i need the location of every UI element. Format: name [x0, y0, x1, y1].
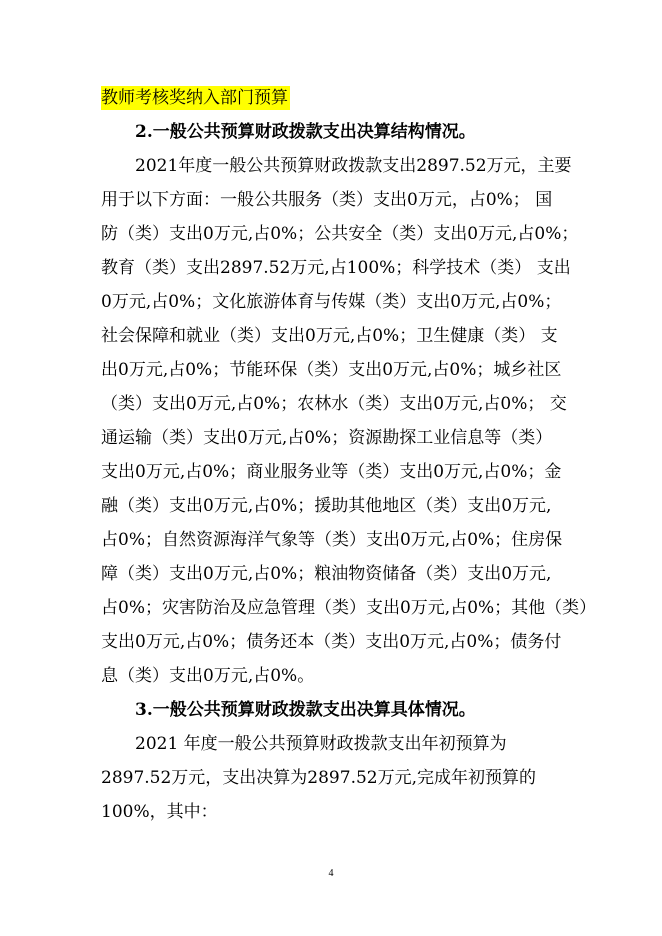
paragraph-line: 占0%；灾害防治及应急管理（类）支出0万元,占0%；其他（类）	[101, 598, 597, 618]
paragraph-line: 防（类）支出0万元,占0%；公共安全（类）支出0万元,占0%；	[101, 224, 579, 244]
section-2-heading: 2.一般公共预算财政拨款支出决算结构情况。	[135, 122, 476, 142]
paragraph-line: 0万元,占0%；文化旅游体育与传媒（类）支出0万元,占0%；	[101, 292, 562, 312]
paragraph-line: 支出0万元,占0%；债务还本（类）支出0万元,占0%；债务付	[101, 632, 562, 652]
paragraph-line: 2021年度一般公共预算财政拨款支出2897.52万元，主要	[135, 156, 572, 176]
paragraph-line: 融（类）支出0万元,占0%；援助其他地区（类）支出0万元,	[101, 496, 552, 516]
paragraph-line: 出0万元,占0%；节能环保（类）支出0万元,占0%；城乡社区	[101, 360, 562, 380]
page-number: 4	[328, 868, 334, 879]
paragraph-line: 教育（类）支出2897.52万元,占100%；科学技术（类） 支出	[101, 258, 571, 278]
highlighted-note: 教师考核奖纳入部门预算	[101, 88, 288, 108]
paragraph-line: 支出0万元,占0%；商业服务业等（类）支出0万元,占0%；金	[101, 462, 562, 482]
paragraph-line: 2897.52万元，支出决算为2897.52万元,完成年初预算的	[101, 768, 537, 788]
paragraph-line: 2021 年度一般公共预算财政拨款支出年初预算为	[135, 734, 507, 754]
paragraph-line: 息（类）支出0万元,占0%。	[101, 666, 315, 686]
paragraph-line: 社会保障和就业（类）支出0万元,占0%；卫生健康（类） 支	[101, 326, 558, 346]
paragraph-line: 用于以下方面：一般公共服务（类）支出0万元，占0%； 国	[101, 190, 553, 210]
paragraph-line: 通运输（类）支出0万元,占0%；资源勘探工业信息等（类）	[101, 428, 553, 448]
paragraph-line: （类）支出0万元,占0%；农林水（类）支出0万元,占0%； 交	[101, 394, 567, 414]
paragraph-line: 100%，其中：	[101, 802, 218, 822]
paragraph-line: 占0%；自然资源海洋气象等（类）支出0万元,占0%；住房保	[101, 530, 563, 550]
section-3-heading: 3.一般公共预算财政拨款支出决算具体情况。	[135, 700, 476, 720]
paragraph-line: 障（类）支出0万元,占0%；粮油物资储备（类）支出0万元,	[101, 564, 552, 584]
